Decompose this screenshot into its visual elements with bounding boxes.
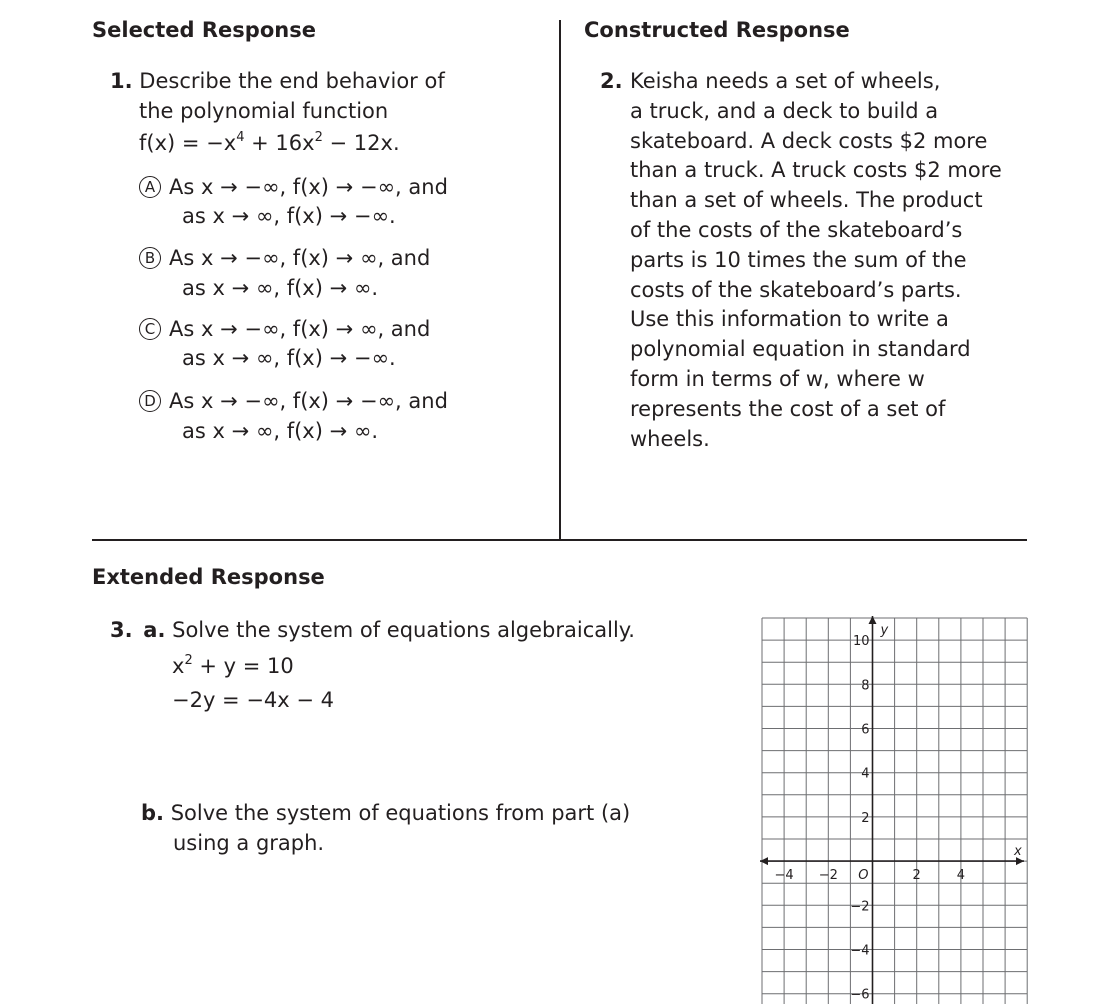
q1-function: [139, 128, 400, 158]
option-a-line1: As x → −∞, f(x) → −∞, and: [169, 175, 448, 199]
option-d-line2: as x → ∞, f(x) → ∞.: [182, 419, 379, 443]
q3-number: 3.: [110, 618, 133, 642]
selected-response-heading: Selected Response: [92, 18, 316, 42]
q3-part-b: [141, 798, 630, 828]
option-c-circle-icon: C: [139, 318, 161, 340]
q3-b-label: b.: [141, 801, 165, 825]
y-tick-label: 4: [861, 766, 870, 782]
eq1-rest: + y = 10: [192, 654, 294, 678]
q2-line: Use this information to write a: [630, 307, 949, 332]
coordinate-grid[interactable]: [758, 612, 1028, 1004]
y-tick-label: 2: [861, 810, 870, 826]
x-tick-label: 4: [956, 868, 966, 884]
q1-prompt-line1: [110, 66, 445, 96]
x-tick-label: −2: [818, 868, 838, 884]
q3-equation-1: [172, 651, 294, 681]
y-tick-label: 8: [861, 678, 870, 694]
x-axis-left-arrow-icon: [760, 857, 768, 865]
q1-function-part2: + 16x: [244, 131, 315, 155]
y-tick-label: 10: [852, 634, 870, 650]
q2-line: polynomial equation in standard: [630, 337, 971, 362]
q1-function-part1: f(x) = −x: [139, 131, 237, 155]
y-tick-label: −2: [850, 899, 870, 915]
q1-prompt-line2: the polynomial function: [139, 99, 389, 123]
q3-part-a: [110, 615, 635, 645]
q2-line: form in terms of w, where w: [630, 367, 925, 391]
q2-line: costs of the skateboard’s parts.: [630, 277, 962, 302]
q2-line: than a truck. A truck costs $2 more: [630, 158, 1002, 183]
q2-line: a truck, and a deck to build a: [630, 98, 939, 123]
q3-b-line1: Solve the system of equations from part (a): [170, 801, 631, 825]
eq1-exp: 2: [184, 653, 193, 668]
option-b-line1: As x → −∞, f(x) → ∞, and: [169, 246, 431, 270]
q3-equation-2: −2y = −4x − 4: [172, 688, 335, 712]
option-a-circle-icon: A: [139, 176, 161, 198]
origin-label: O: [858, 868, 869, 884]
option-c-line2: as x → ∞, f(x) → −∞.: [182, 346, 396, 370]
q2-number: 2.: [600, 69, 623, 93]
option-c-line1: As x → −∞, f(x) → ∞, and: [169, 317, 431, 341]
option-d-line1: As x → −∞, f(x) → −∞, and: [169, 389, 448, 413]
q1-option-d[interactable]: [139, 386, 448, 416]
q1-option-c[interactable]: [139, 314, 430, 344]
q1-number: 1.: [110, 69, 133, 93]
q2-line: wheels.: [630, 426, 710, 451]
x-tick-label: 2: [912, 868, 921, 884]
constructed-response-heading: Constructed Response: [584, 18, 850, 42]
option-d-circle-icon: D: [139, 390, 161, 412]
q2-line: than a set of wheels. The product: [630, 188, 983, 213]
q1-function-exp2: 2: [314, 130, 323, 145]
q1-option-a[interactable]: [139, 172, 448, 202]
section-divider: [92, 539, 1027, 541]
y-tick-label: 6: [861, 722, 870, 738]
q1-function-part3: − 12x.: [322, 131, 400, 155]
q1-function-exp1: 4: [236, 130, 245, 145]
q2-line: Keisha needs a set of wheels,: [630, 69, 941, 93]
q2-line: of the costs of the skateboard’s: [630, 218, 963, 242]
q3-b-line2: using a graph.: [173, 831, 325, 855]
x-axis-label: x: [1014, 844, 1022, 860]
q2-line: parts is 10 times the sum of the: [630, 247, 967, 272]
q3-a-text: Solve the system of equations algebraically.: [172, 618, 635, 642]
q1-option-b[interactable]: [139, 243, 430, 273]
eq1-base: x: [172, 654, 185, 678]
option-b-circle-icon: B: [139, 247, 161, 269]
x-tick-label: −4: [774, 868, 794, 884]
y-axis-arrow-icon: [869, 616, 877, 624]
q2-line: represents the cost of a set of: [630, 396, 946, 421]
q3-a-label: a.: [143, 618, 166, 642]
extended-response-heading: Extended Response: [92, 565, 325, 589]
option-b-line2: as x → ∞, f(x) → ∞.: [182, 276, 379, 300]
option-a-line2: as x → ∞, f(x) → −∞.: [182, 204, 396, 228]
y-tick-label: −4: [850, 943, 870, 959]
y-tick-label: −6: [850, 987, 870, 1003]
q1-prompt-text1: Describe the end behavior of: [139, 69, 445, 93]
q2-line: skateboard. A deck costs $2 more: [630, 128, 988, 153]
y-axis-label: y: [880, 623, 889, 638]
column-divider: [559, 20, 561, 540]
